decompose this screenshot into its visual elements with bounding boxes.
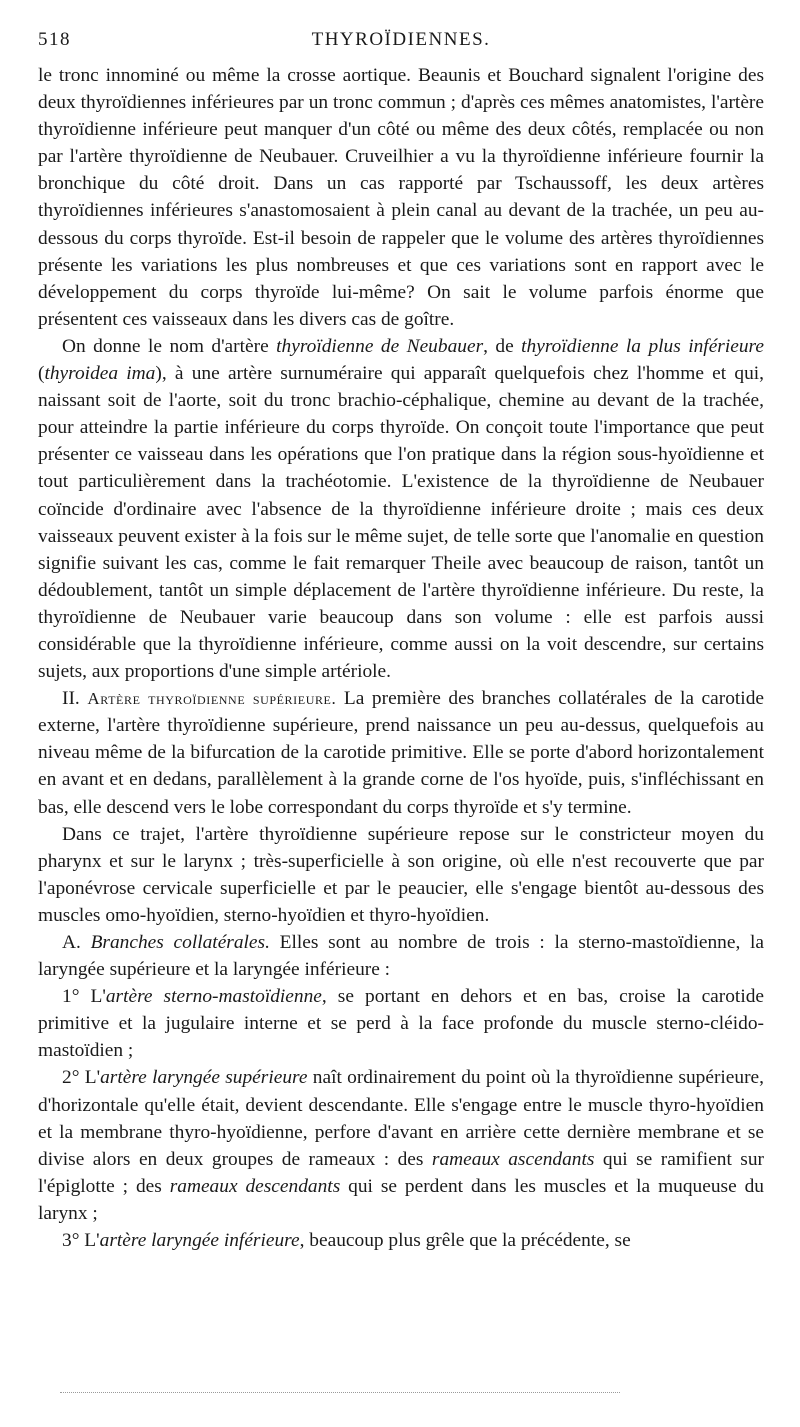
term-thyroidea-ima: thyroidea ima [44,363,156,385]
paragraph-neubauer-artery: On donne le nom d'artère thyroïdienne de Neubauer, de thyroïdienne la plus inférieure (thyroidea ima), à une artère surnuméraire qui apparaît quelquefois chez l'homme et qui, naissant soit de l'aorte, soit du tronc brachio-céphalique, chemine au devant de la trachée, pour atteindre la partie inférieure du corps thyroïde. On conçoit toute l'importance que peut présenter ce vaisseau dans les opérations que l'on pratique dans la région sous-hyoïdienne et tout particulièrement dans la trachéotomie. L'existence de la thyroïdienne de Neubauer coïncide d'ordinaire avec l'absence de la thyroïdienne inférieure droite ; mais ces deux vaisseaux peuvent exister à la fois sur le même sujet, de telle sorte que l'anomalie en question signifie suivant les cas, comme le fait remarquer Theile avec beaucoup de raison, tantôt un dédoublement, tantôt un simple déplacement de l'artère thyroïdienne inférieure. Du reste, la thyroïdienne de Neubauer varie beaucoup dans son volume : elle est parfois aussi considérable que la thyroïdienne inférieure, comme aussi on la voit descendre, sur certains sujets, aux proportions d'une simple artériole. [38,335,764,683]
paragraph-collateral-branches: A. Branches collatérales. Elles sont au nombre de trois : la sterno-mastoïdienne, la laryngée supérieure et la laryngée inférieure : [38,932,765,981]
section-heading: Artère thyroïdienne supérieure. [87,689,337,709]
paragraph-inferior-thyroid-variations: le tronc innominé ou même la crosse aortique. Beaunis et Bouchard signalent l'origine des deux thyroïdiennes inférieures par un tronc commun ; d'après ces mêmes anatomistes, l'artère thyroïdienne inférieure peut manquer d'un côté ou même des deux côtés, remplacée ou non par l'artère thyroïdienne de Neubauer. Cruveilhier a vu la thyroïdienne inférieure fournir la bronchique du côté droit. Dans un cas rapporté par Tschaussoff, les deux artères thyroïdiennes inférieures s'anastomosaient à plein canal au devant de la trachée, un peu au-dessous du corps thyroïde. Est-il besoin de rappeler que le volume des artères thyroïdiennes présente les variations les plus nombreuses et que ces variations sont en rapport avec le développement du corps thyroïde lui-même? On sait le volume parfois énorme que présentent ces vaisseaux dans les divers cas de goître. [38,65,764,330]
running-header [38,26,764,62]
paragraph-course: Dans ce trajet, l'artère thyroïdienne supérieure repose sur le constricteur moyen du pharynx et sur le larynx ; très-superficielle à son origine, où elle n'est recouverte que par l'aponévrose cervicale superficielle et par le peaucier, elle s'engage bientôt au-dessous des muscles omo-hyoïdien, sterno-hyoïdien et thyro-hyoïdien. [38,823,764,926]
page-number: 518 [38,29,71,50]
section-superior-thyroid-artery: II. Artère thyroïdienne supérieure. La première des branches collatérales de la carotide externe, l'artère thyroïdienne supérieure, prend naissance un peu au-dessus, quelquefois au niveau même de la bifurcation de la carotide primitive. Elle se porte d'abord horizontalement en avant et en dedans, parallèlement à la grande corne de l'os hyoïde, puis, s'infléchissant en bas, elle descend vers le lobe correspondant du corps thyroïde et s'y termine. [38,688,764,818]
term-neubauer: thyroïdienne de Neubauer [276,335,484,357]
subheading-collateral-branches: Branches collatérales. [90,932,270,953]
list-item-superior-laryngeal: 2° L'artère laryngée supérieure naît ordinairement du point où la thyroïdienne supérieure, d'horizontale qu'elle était, devient descendante. Elle s'engage entre le muscle thyro-hyoïdien et la membrane thyro-hyoïdienne, perfore d'avant en arrière cette dernière membrane et se divise alors en deux groupes de rameaux : des rameaux ascendants qui se ramifient sur l'épiglotte ; des rameaux descendants qui se perdent dans les muscles et la muqueuse du larynx ; [38,1067,765,1224]
list-item-inferior-laryngeal: 3° L'artère laryngée inférieure, beaucoup plus grêle que la précédente, se [62,1230,631,1252]
running-title: THYROÏDIENNES. [311,29,491,50]
term-la-plus-inferieure: thyroïdienne la plus inférieure [521,335,764,357]
footer-rule [60,1392,620,1393]
list-item-sterno-mastoid: 1° L'artère sterno-mastoïdienne, se portant en dehors et en bas, croise la carotide primitive et la jugulaire interne et se perd à la face profonde du muscle sterno-cléido-mastoïdien ; [38,986,765,1062]
